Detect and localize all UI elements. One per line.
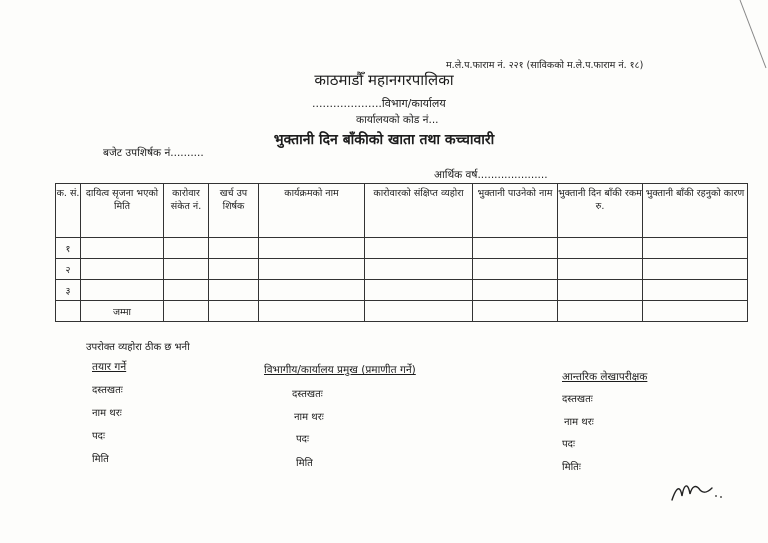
table-row: [56, 238, 748, 259]
table-cell: [164, 301, 209, 322]
table-cell: [473, 238, 558, 259]
page-fold-mark: [738, 0, 768, 70]
office-code: कार्यालयको कोड नं...: [356, 114, 439, 126]
table-cell: [365, 259, 473, 280]
table-row: [56, 280, 748, 301]
table-cell: [643, 238, 748, 259]
name-field: नाम थरः: [294, 412, 324, 423]
table-cell: [365, 280, 473, 301]
total-label: जम्मा: [81, 301, 164, 322]
position-field: पदः: [92, 431, 106, 442]
table-cell: [643, 301, 748, 322]
column-header: कारोवार संकेत नं.: [164, 184, 209, 238]
table-cell: [164, 259, 209, 280]
row-number: १: [56, 238, 81, 259]
position-field: पदः: [296, 434, 310, 445]
date-field: मिति: [296, 458, 313, 469]
document-title: भुक्तानी दिन बाँकीको खाता तथा कच्चावारी: [273, 132, 495, 148]
date-field: मितिः: [562, 462, 581, 473]
table-cell: [643, 259, 748, 280]
column-header: क. सं.: [56, 184, 81, 238]
date-field: मिति: [92, 454, 109, 465]
position-field: पदः: [562, 439, 576, 450]
payables-table: [55, 183, 748, 322]
budget-subhead: बजेट उपशिर्षक नं..........: [103, 147, 204, 159]
department-line: ....................विभाग/कार्यालय: [312, 97, 446, 110]
internal-auditor-heading: आन्तरिक लेखापरीक्षक: [562, 371, 648, 383]
column-header: भुक्तानी पाउनेको नाम: [473, 184, 558, 238]
signature-field: दस्तखतः: [92, 385, 123, 396]
table-cell: [259, 301, 365, 322]
column-header: कारोवारको संक्षिप्त व्यहोरा: [365, 184, 473, 238]
name-field: नाम थरः: [564, 417, 594, 428]
table-cell: [164, 280, 209, 301]
table-cell: [558, 259, 643, 280]
table-cell: [365, 238, 473, 259]
form-reference: म.ले.प.फाराम नं. २२१ (साविकको म.ले.प.फाराम नं. १८): [446, 60, 644, 71]
table-cell: [164, 238, 209, 259]
column-header: दायित्व सृजना भएको मिति: [81, 184, 164, 238]
table-cell: [558, 238, 643, 259]
table-cell: [643, 280, 748, 301]
table-cell: [209, 259, 259, 280]
table-cell: [365, 301, 473, 322]
row-number: ३: [56, 280, 81, 301]
table-row: [56, 259, 748, 280]
handwritten-initials: [668, 470, 728, 510]
table-cell: [259, 280, 365, 301]
prepared-by-heading: तयार गर्ने: [92, 361, 127, 373]
table-cell: [558, 301, 643, 322]
table-cell: [473, 280, 558, 301]
name-field: नाम थरः: [92, 408, 122, 419]
column-header: भुक्तानी बाँकी रहनुको कारण: [643, 184, 748, 238]
certification-text: उपरोक्त व्यहोरा ठीक छ भनी: [86, 342, 190, 353]
table-cell: [473, 259, 558, 280]
table-cell: [259, 259, 365, 280]
signature-field: दस्तखतः: [562, 394, 593, 405]
signature-field: दस्तखतः: [292, 389, 323, 400]
column-header: खर्च उप शिर्षक: [209, 184, 259, 238]
column-header: भुक्तानी दिन बाँकी रकम रु.: [558, 184, 643, 238]
table-cell: [209, 280, 259, 301]
table-cell: [558, 280, 643, 301]
office-chief-heading: विभागीय/कार्यालय प्रमुख (प्रमाणीत गर्ने): [264, 364, 416, 376]
table-cell: [81, 280, 164, 301]
total-row: [56, 301, 748, 322]
table-cell: [81, 238, 164, 259]
table-cell: [473, 301, 558, 322]
table-cell: [209, 238, 259, 259]
table-cell: [81, 259, 164, 280]
organization-name: काठमाडौँ महानगरपालिका: [314, 71, 454, 89]
row-number: २: [56, 259, 81, 280]
table-cell: [209, 301, 259, 322]
fiscal-year: आर्थिक वर्ष.....................: [434, 169, 548, 181]
table-cell: [259, 238, 365, 259]
column-header: कार्यक्रमको नाम: [259, 184, 365, 238]
table-cell: [56, 301, 81, 322]
table-header-row: [56, 184, 748, 238]
